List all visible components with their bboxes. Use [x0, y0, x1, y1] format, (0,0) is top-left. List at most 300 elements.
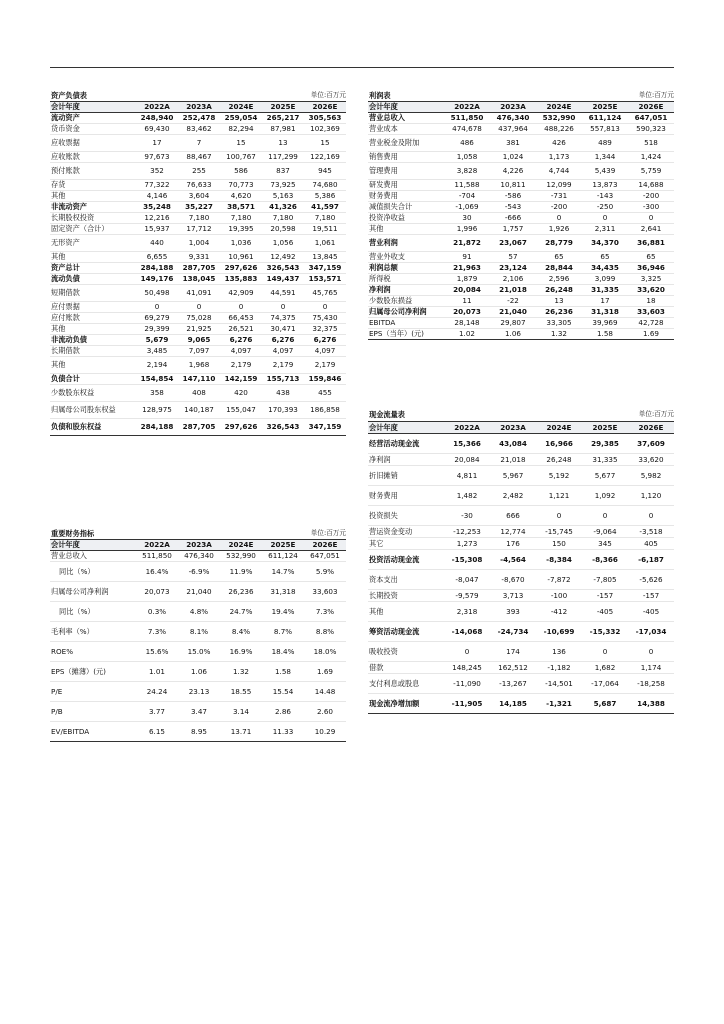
value-cell: 142,159 [220, 373, 262, 384]
unit-label: 单位:百万元 [638, 90, 674, 99]
row-label: 存货 [50, 179, 136, 190]
value-cell: -666 [490, 212, 536, 223]
value-cell: 18.55 [220, 681, 262, 701]
value-cell: 34,370 [582, 234, 628, 251]
value-cell: 0.3% [136, 601, 178, 621]
value-cell: 426 [536, 134, 582, 151]
unit-label: 单位:百万元 [310, 528, 346, 537]
value-cell: 15 [304, 134, 346, 151]
value-cell: 186,858 [304, 401, 346, 418]
value-cell: 1,757 [490, 223, 536, 234]
row-label: 应收账款 [50, 151, 136, 162]
row-label: 其他 [50, 251, 136, 262]
row-label: 资本支出 [368, 569, 444, 589]
value-cell: 33,620 [628, 284, 674, 295]
value-cell: 5.9% [304, 561, 346, 581]
value-cell: 13.71 [220, 721, 262, 741]
value-cell: 2,179 [304, 356, 346, 373]
value-cell: 28,779 [536, 234, 582, 251]
value-cell: -100 [536, 589, 582, 601]
value-cell: -586 [490, 190, 536, 201]
table-row [368, 284, 674, 295]
value-cell: 10,811 [490, 179, 536, 190]
value-cell: 13,845 [304, 251, 346, 262]
table-row [50, 312, 346, 323]
table-row [50, 373, 346, 384]
value-cell: 945 [304, 162, 346, 179]
table-row [50, 356, 346, 373]
value-cell: 7,180 [178, 212, 220, 223]
value-cell: 66,453 [220, 312, 262, 323]
value-cell: 252,478 [178, 112, 220, 123]
value-cell: 69,279 [136, 312, 178, 323]
table-row [50, 179, 346, 190]
value-cell: 8.4% [220, 621, 262, 641]
row-label: P/E [50, 681, 136, 701]
value-cell: 140,187 [178, 401, 220, 418]
value-cell: 28,148 [444, 317, 490, 328]
value-cell: 1,424 [628, 151, 674, 162]
table-row [50, 581, 346, 601]
row-label: 营业利润 [368, 234, 444, 251]
value-cell: 2,482 [490, 485, 536, 505]
value-cell: 135,883 [220, 273, 262, 284]
value-cell: 9,065 [178, 334, 220, 345]
value-cell: 0 [582, 505, 628, 525]
value-cell: 154,854 [136, 373, 178, 384]
year-header: 2026E [304, 539, 346, 550]
value-cell: 532,990 [536, 112, 582, 123]
value-cell: 43,084 [490, 433, 536, 453]
table-row [368, 223, 674, 234]
value-cell: 2.86 [262, 701, 304, 721]
value-cell: 7.3% [136, 621, 178, 641]
value-cell: 17 [136, 134, 178, 151]
value-cell: 88,467 [178, 151, 220, 162]
value-cell: -1,069 [444, 201, 490, 212]
row-label: 其他 [50, 190, 136, 201]
table-row [50, 134, 346, 151]
year-header: 2024E [220, 539, 262, 550]
row-label: 归属母公司股东权益 [50, 401, 136, 418]
row-label: 货币资金 [50, 123, 136, 134]
value-cell: 29,807 [490, 317, 536, 328]
value-cell: 1,120 [628, 485, 674, 505]
value-cell: 20,084 [444, 284, 490, 295]
value-cell: 284,188 [136, 418, 178, 435]
table-row [368, 589, 674, 601]
value-cell: 147,110 [178, 373, 220, 384]
row-label: 其他 [368, 223, 444, 234]
row-label: 负债合计 [50, 373, 136, 384]
value-cell: 326,543 [262, 418, 304, 435]
value-cell: 476,340 [178, 550, 220, 561]
value-cell: 437,964 [490, 123, 536, 134]
value-cell: 26,236 [536, 306, 582, 317]
income-statement-table [368, 90, 674, 340]
value-cell: 511,850 [444, 112, 490, 123]
value-cell: 13 [536, 295, 582, 306]
value-cell: 1.32 [536, 328, 582, 339]
table-row [50, 112, 346, 123]
row-label: EV/EBITDA [50, 721, 136, 741]
year-header: 2023A [490, 101, 536, 112]
row-label: 财务费用 [368, 485, 444, 505]
value-cell: 149,437 [262, 273, 304, 284]
row-label: 筹资活动现金流 [368, 621, 444, 641]
table-row [50, 418, 346, 435]
value-cell: 155,047 [220, 401, 262, 418]
value-cell: -300 [628, 201, 674, 212]
table-title: 重要财务指标 [51, 528, 95, 538]
value-cell: 65 [582, 251, 628, 262]
value-cell: -8,047 [444, 569, 490, 589]
value-cell: 1,344 [582, 151, 628, 162]
table-row [368, 661, 674, 673]
value-cell: 155,713 [262, 373, 304, 384]
table-row [50, 561, 346, 581]
value-cell: 3,604 [178, 190, 220, 201]
value-cell: 37,609 [628, 433, 674, 453]
row-label: 其他 [50, 323, 136, 334]
value-cell: 117,299 [262, 151, 304, 162]
value-cell: -9,064 [582, 525, 628, 537]
value-cell: 8.1% [178, 621, 220, 641]
table-row [50, 661, 346, 681]
value-cell: 6,276 [304, 334, 346, 345]
row-label: 应付票据 [50, 301, 136, 312]
value-cell: 381 [490, 134, 536, 151]
year-header: 2024E [536, 101, 582, 112]
value-cell: 20,598 [262, 223, 304, 234]
value-cell: 1,056 [262, 234, 304, 251]
value-cell: 65 [536, 251, 582, 262]
value-cell: 75,028 [178, 312, 220, 323]
value-cell: 1,173 [536, 151, 582, 162]
value-cell: 4,097 [262, 345, 304, 356]
row-label: 应收票据 [50, 134, 136, 151]
table-header-row [50, 539, 346, 550]
value-cell: 3,099 [582, 273, 628, 284]
value-cell: 26,248 [536, 453, 582, 465]
value-cell: 44,591 [262, 284, 304, 301]
value-cell: 17 [582, 295, 628, 306]
value-cell: 23,067 [490, 234, 536, 251]
row-label: EPS（当年）(元) [368, 328, 444, 339]
value-cell: 511,850 [136, 550, 178, 561]
table-row [50, 223, 346, 234]
value-cell: -22 [490, 295, 536, 306]
value-cell: 24.7% [220, 601, 262, 621]
value-cell: 174 [490, 641, 536, 661]
value-cell: 474,678 [444, 123, 490, 134]
value-cell: 5,677 [582, 465, 628, 485]
value-cell: 28,844 [536, 262, 582, 273]
value-cell: 34,435 [582, 262, 628, 273]
row-label: 营运资金变动 [368, 525, 444, 537]
value-cell: 0 [628, 505, 674, 525]
value-cell: 100,767 [220, 151, 262, 162]
value-cell: -15,308 [444, 549, 490, 569]
value-cell: 7,097 [178, 345, 220, 356]
value-cell: 36,881 [628, 234, 674, 251]
value-cell: 1,682 [582, 661, 628, 673]
value-cell: 408 [178, 384, 220, 401]
value-cell: -405 [628, 601, 674, 621]
value-cell: 31,318 [582, 306, 628, 317]
value-cell: 21,872 [444, 234, 490, 251]
row-label: 其它 [368, 537, 444, 549]
year-header: 2025E [262, 101, 304, 112]
table-row [368, 317, 674, 328]
row-label: 非流动负债 [50, 334, 136, 345]
value-cell: -17,064 [582, 673, 628, 693]
value-cell: 14.7% [262, 561, 304, 581]
value-cell: 14,388 [628, 693, 674, 713]
value-cell: 13,873 [582, 179, 628, 190]
row-label: 减值损失合计 [368, 201, 444, 212]
value-cell: 1,121 [536, 485, 582, 505]
value-cell: 32,375 [304, 323, 346, 334]
value-cell: 0 [444, 641, 490, 661]
value-cell: 122,169 [304, 151, 346, 162]
value-cell: -405 [582, 601, 628, 621]
value-cell: 647,051 [304, 550, 346, 561]
table-row [368, 251, 674, 262]
value-cell: 611,124 [582, 112, 628, 123]
value-cell: 5,967 [490, 465, 536, 485]
value-cell: -13,267 [490, 673, 536, 693]
value-cell: 305,563 [304, 112, 346, 123]
table-row [50, 384, 346, 401]
header-label: 会计年度 [50, 539, 136, 550]
value-cell: 9,331 [178, 251, 220, 262]
value-cell: 259,054 [220, 112, 262, 123]
value-cell: 2,179 [262, 356, 304, 373]
value-cell: 7,180 [304, 212, 346, 223]
value-cell: 20,084 [444, 453, 490, 465]
value-cell: 1.01 [136, 661, 178, 681]
value-cell: 12,099 [536, 179, 582, 190]
value-cell: -5,626 [628, 569, 674, 589]
row-label: 吸收投资 [368, 641, 444, 661]
value-cell: 176 [490, 537, 536, 549]
table-row [368, 569, 674, 589]
value-cell: 557,813 [582, 123, 628, 134]
header-label: 会计年度 [368, 421, 444, 433]
value-cell: 18.0% [304, 641, 346, 661]
row-label: 应付账款 [50, 312, 136, 323]
value-cell: 5,687 [582, 693, 628, 713]
table-row [50, 401, 346, 418]
value-cell: 4,744 [536, 162, 582, 179]
value-cell: 21,018 [490, 284, 536, 295]
value-cell: 3,713 [490, 589, 536, 601]
row-label: 其他 [50, 356, 136, 373]
row-label: 长期股权投资 [50, 212, 136, 223]
row-label: 预付账款 [50, 162, 136, 179]
value-cell: 16.4% [136, 561, 178, 581]
value-cell: -704 [444, 190, 490, 201]
value-cell: 1,482 [444, 485, 490, 505]
value-cell: 0 [220, 301, 262, 312]
value-cell: 358 [136, 384, 178, 401]
value-cell: 39,969 [582, 317, 628, 328]
value-cell: 70,773 [220, 179, 262, 190]
value-cell: 11.9% [220, 561, 262, 581]
value-cell: 1,273 [444, 537, 490, 549]
value-cell: 8.8% [304, 621, 346, 641]
table-row [50, 190, 346, 201]
value-cell: 347,159 [304, 262, 346, 273]
value-cell: 1.69 [304, 661, 346, 681]
value-cell: 91 [444, 251, 490, 262]
table-row [368, 306, 674, 317]
value-cell: 26,248 [536, 284, 582, 295]
value-cell: 287,705 [178, 418, 220, 435]
value-cell: 6,276 [262, 334, 304, 345]
row-label: 营业成本 [368, 123, 444, 134]
value-cell: 19.4% [262, 601, 304, 621]
value-cell: 6,276 [220, 334, 262, 345]
value-cell: 7.3% [304, 601, 346, 621]
table-row [368, 485, 674, 505]
table-row [368, 123, 674, 134]
row-label: 营业总收入 [368, 112, 444, 123]
row-label: 营业外收支 [368, 251, 444, 262]
value-cell: 837 [262, 162, 304, 179]
value-cell: 24.24 [136, 681, 178, 701]
table-row [50, 701, 346, 721]
value-cell: 87,981 [262, 123, 304, 134]
table-row [50, 721, 346, 741]
value-cell: 347,159 [304, 418, 346, 435]
value-cell: 2,318 [444, 601, 490, 621]
value-cell: 3,325 [628, 273, 674, 284]
value-cell: -17,034 [628, 621, 674, 641]
row-label: 经营活动现金流 [368, 433, 444, 453]
value-cell: 6,655 [136, 251, 178, 262]
value-cell: -11,090 [444, 673, 490, 693]
value-cell: -7,872 [536, 569, 582, 589]
value-cell: 488,226 [536, 123, 582, 134]
value-cell: 33,603 [628, 306, 674, 317]
year-header: 2022A [444, 421, 490, 433]
row-label: 投资活动现金流 [368, 549, 444, 569]
table-row [368, 201, 674, 212]
value-cell: 1.02 [444, 328, 490, 339]
value-cell: 35,227 [178, 201, 220, 212]
year-header: 2024E [220, 101, 262, 112]
table-title-row [50, 90, 346, 101]
value-cell: 1,968 [178, 356, 220, 373]
value-cell: 5,163 [262, 190, 304, 201]
value-cell: 15.0% [178, 641, 220, 661]
row-label: 无形资产 [50, 234, 136, 251]
value-cell: 2.60 [304, 701, 346, 721]
row-label: 归属母公司净利润 [368, 306, 444, 317]
value-cell: 1,061 [304, 234, 346, 251]
value-cell: 16.9% [220, 641, 262, 661]
row-label: 毛利率（%） [50, 621, 136, 641]
value-cell: 455 [304, 384, 346, 401]
row-label: 折旧摊销 [368, 465, 444, 485]
year-header: 2026E [628, 421, 674, 433]
value-cell: 136 [536, 641, 582, 661]
value-cell: 3.77 [136, 701, 178, 721]
value-cell: 5,386 [304, 190, 346, 201]
table-row [368, 621, 674, 641]
table-title-row [50, 528, 346, 539]
value-cell: 149,176 [136, 273, 178, 284]
value-cell: 518 [628, 134, 674, 151]
value-cell: -4,564 [490, 549, 536, 569]
value-cell: 5,982 [628, 465, 674, 485]
value-cell: 5,759 [628, 162, 674, 179]
value-cell: 440 [136, 234, 178, 251]
row-label: 归属母公司净利润 [50, 581, 136, 601]
value-cell: 138,045 [178, 273, 220, 284]
row-label: 短期借款 [50, 284, 136, 301]
value-cell: 20,073 [444, 306, 490, 317]
value-cell: 45,765 [304, 284, 346, 301]
value-cell: -731 [536, 190, 582, 201]
value-cell: 42,909 [220, 284, 262, 301]
row-label: 长期投资 [368, 589, 444, 601]
row-label: 研发费用 [368, 179, 444, 190]
value-cell: 590,323 [628, 123, 674, 134]
table-row [50, 621, 346, 641]
row-label: 投资净收益 [368, 212, 444, 223]
value-cell: 2,641 [628, 223, 674, 234]
row-label: ROE% [50, 641, 136, 661]
value-cell: 57 [490, 251, 536, 262]
year-header: 2026E [304, 101, 346, 112]
value-cell: 0 [582, 641, 628, 661]
value-cell: -30 [444, 505, 490, 525]
value-cell: 23.13 [178, 681, 220, 701]
value-cell: 18 [628, 295, 674, 306]
year-header: 2025E [582, 101, 628, 112]
value-cell: 489 [582, 134, 628, 151]
row-label: 其他 [368, 601, 444, 621]
table-row [50, 201, 346, 212]
value-cell: 10.29 [304, 721, 346, 741]
value-cell: 11 [444, 295, 490, 306]
row-label: 同比（%） [50, 601, 136, 621]
value-cell: 19,511 [304, 223, 346, 234]
value-cell: 12,492 [262, 251, 304, 262]
value-cell: 393 [490, 601, 536, 621]
table-row [50, 323, 346, 334]
table-row [50, 601, 346, 621]
value-cell: 19,395 [220, 223, 262, 234]
value-cell: -412 [536, 601, 582, 621]
value-cell: 29,399 [136, 323, 178, 334]
row-label: EBITDA [368, 317, 444, 328]
value-cell: 21,925 [178, 323, 220, 334]
year-header: 2022A [136, 101, 178, 112]
row-label: 投资损失 [368, 505, 444, 525]
value-cell: 1,926 [536, 223, 582, 234]
value-cell: 5,679 [136, 334, 178, 345]
value-cell: 21,963 [444, 262, 490, 273]
value-cell: 326,543 [262, 262, 304, 273]
value-cell: 1.06 [490, 328, 536, 339]
value-cell: 41,326 [262, 201, 304, 212]
year-header: 2025E [262, 539, 304, 550]
value-cell: -1,321 [536, 693, 582, 713]
